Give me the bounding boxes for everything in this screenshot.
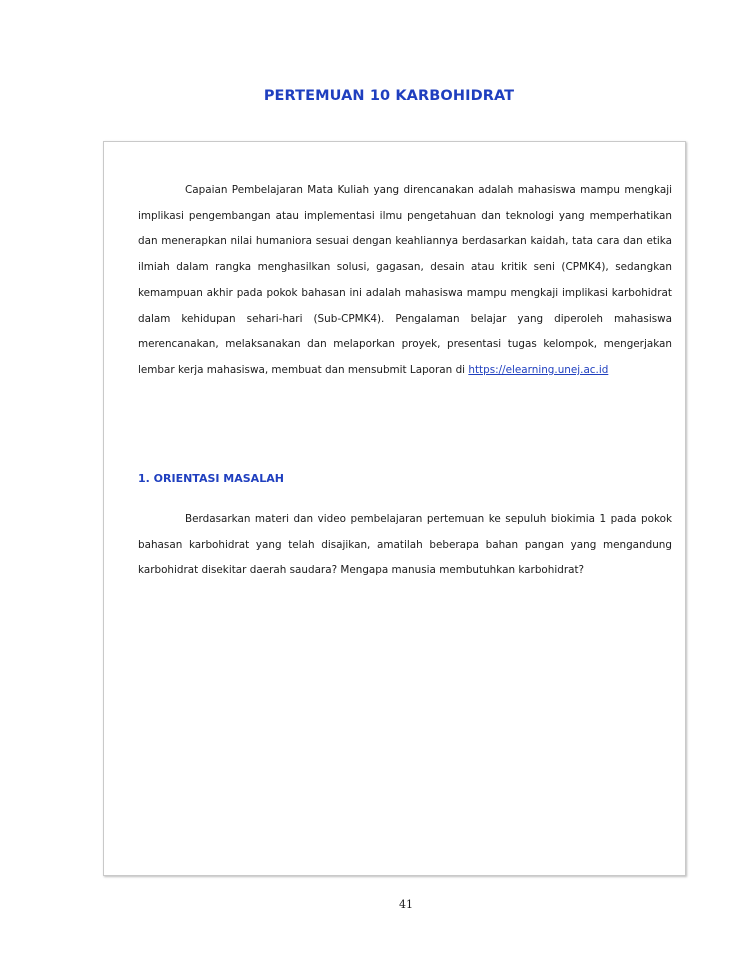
elearning-link[interactable]: https://elearning.unej.ac.id (468, 363, 609, 376)
page-number: 41 (399, 898, 413, 911)
section-heading-orientasi-masalah: 1. ORIENTASI MASALAH (138, 472, 284, 485)
intro-text: Capaian Pembelajaran Mata Kuliah yang direncanakan adalah mahasiswa mampu mengkaji implikasi pengembangan atau implementasi ilmu pengetahuan dan teknologi yang memperhatikan dan menerapkan nilai humaniora sesuai dengan keahliannya berdasarkan kaidah, tata cara dan etika ilmiah dalam rangka menghasilkan solusi, gagasan, desain atau kritik seni (CPMK4), sedangkan kemampuan akhir pada pokok bahasan ini adalah mahasiswa mampu mengkaji implikasi karbohidrat dalam kehidupan sehari-hari (Sub-CPMK4). Pengalaman belajar yang diperoleh mahasiswa merencanakan, melaksanakan dan melaporkan proyek, presentasi tugas kelompok, mengerjakan lembar kerja mahasiswa, membuat dan mensubmit Laporan di (138, 184, 672, 376)
orientation-paragraph: Berdasarkan materi dan video pembelajaran pertemuan ke sepuluh biokimia 1 pada pokok bahasan karbohidrat yang telah disajikan, amatilah beberapa bahan pangan yang mengandung karbohidrat disekitar daerah saudara? Mengapa manusia membutuhkan karbohidrat? (138, 513, 672, 577)
content-box (103, 141, 686, 876)
page-title: PERTEMUAN 10 KARBOHIDRAT (263, 88, 515, 104)
intro-paragraph (138, 178, 672, 384)
